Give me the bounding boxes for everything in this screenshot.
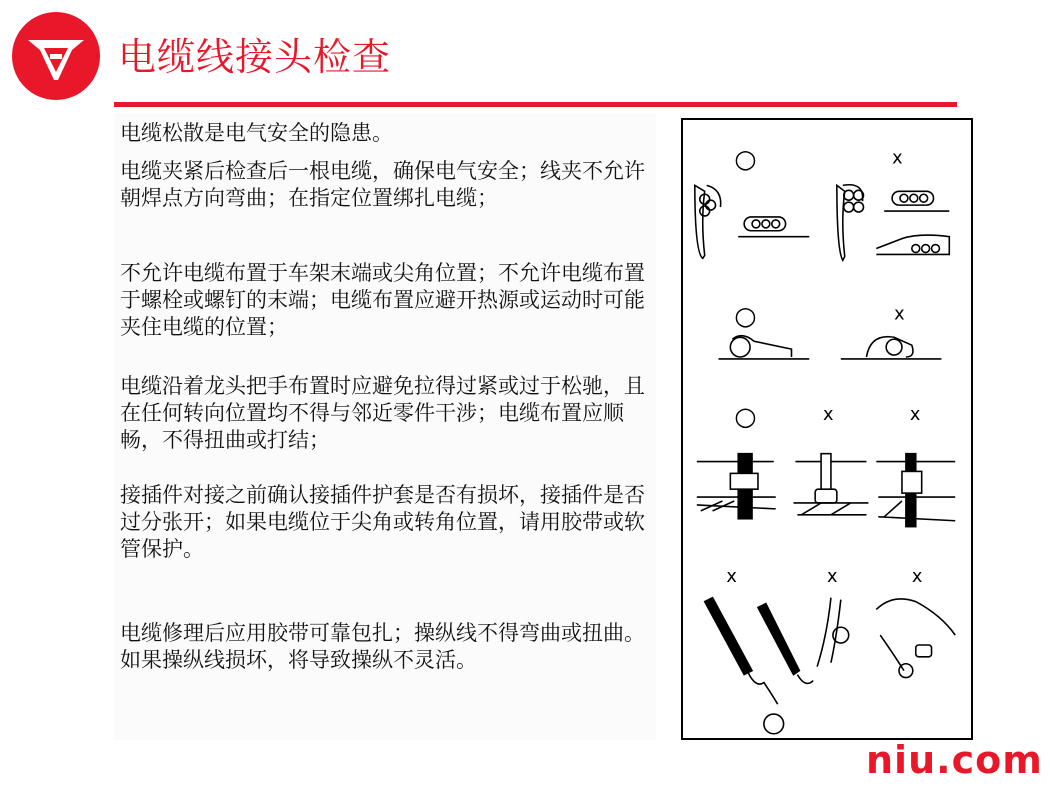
mark-ng: x	[894, 304, 905, 325]
mark-ok: ○	[734, 402, 757, 433]
paragraph-3: 不允许电缆布置于车架末端或尖角位置；不允许电缆布置于螺栓或螺钉的末端；电缆布置应避开热源或运动时可能夹住电缆的位置；	[120, 261, 645, 339]
niu-logo-icon	[10, 10, 102, 102]
cable-bend-drawings	[719, 336, 942, 359]
brand-wordmark: niu.com	[866, 738, 1043, 782]
paragraph-5: 接插件对接之前确认接插件护套是否有损坏，接插件是否过分张开；如果电缆位于尖角或转角位置，请用胶带或软管保护。	[120, 483, 645, 561]
control-cable-drawings	[705, 598, 956, 734]
mark-ng: x	[892, 148, 903, 169]
paragraph-2: 电缆夹紧后检查后一根电缆，确保电气安全；线夹不允许朝焊点方向弯曲；在指定位置绑扎电缆；	[120, 159, 645, 210]
mark-ok: ○	[734, 301, 757, 332]
title-divider	[114, 102, 957, 107]
cable-routing-figure	[681, 118, 973, 740]
clamp-bad-drawing	[837, 185, 949, 261]
clamp-good-drawing	[695, 185, 809, 258]
mark-ng: x	[909, 405, 921, 426]
tie-strap-drawings	[697, 454, 955, 527]
mark-ng: x	[827, 566, 838, 587]
mark-ok: ○	[734, 144, 757, 175]
mark-ng: x	[823, 405, 834, 426]
mark-ng: x	[911, 566, 923, 587]
paragraph-4: 电缆沿着龙头把手布置时应避免拉得过紧或过于松驰，且在任何转向位置均不得与邻近零件干涉；电缆布置应顺畅，不得扭曲或打结；	[120, 374, 645, 452]
page-title: 电缆线接头检查	[118, 35, 392, 79]
paragraph-6: 电缆修理后应用胶带可靠包扎；操纵线不得弯曲或扭曲。如果操纵线损坏，将导致操纵不灵活。	[120, 621, 645, 672]
mark-ng: x	[726, 566, 737, 587]
paragraph-1: 电缆松散是电气安全的隐患。	[120, 121, 393, 145]
